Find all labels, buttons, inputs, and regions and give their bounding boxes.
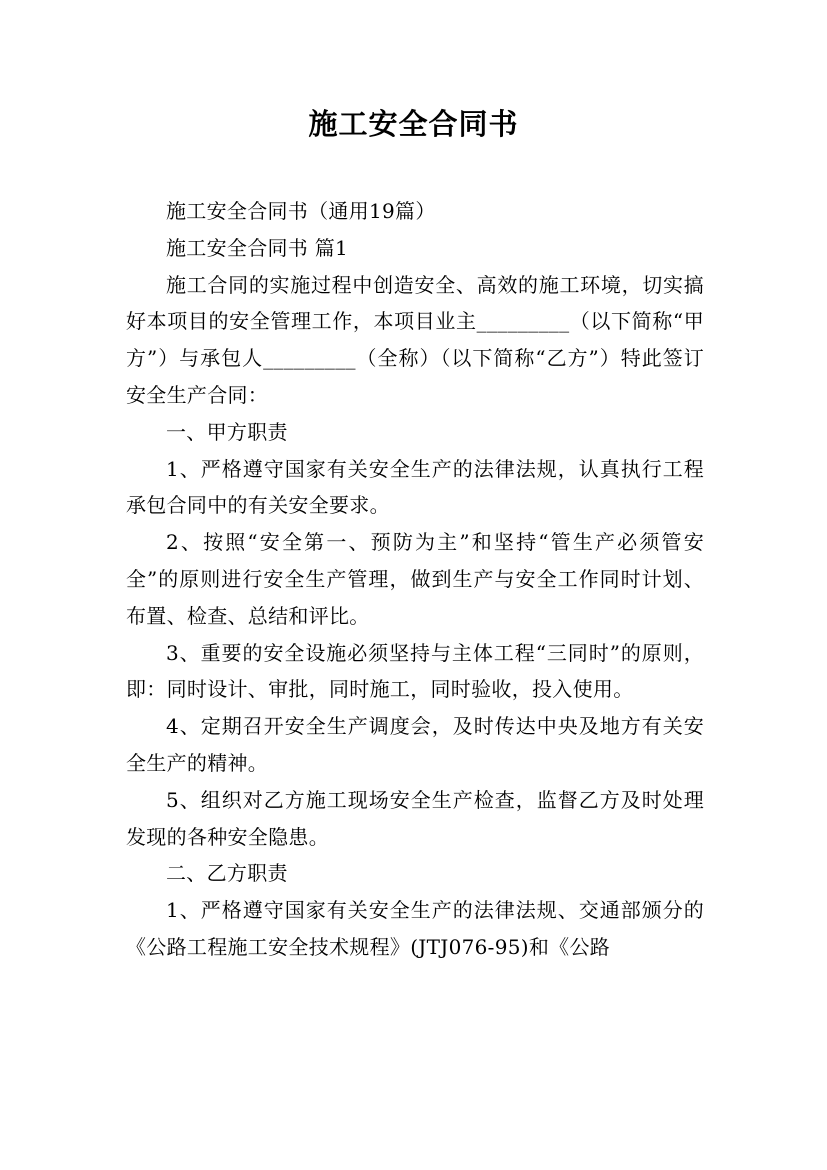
party-a-item-1: 1、严格遵守国家有关安全生产的法律法规，认真执行工程承包合同中的有关安全要求。 [126, 456, 704, 518]
intro-paragraph: 施工合同的实施过程中创造安全、高效的施工环境，切实搞好本项目的安全管理工作，本项目业主_________（以下简称“甲方”）与承包人_________（全称）（以下简称“乙方”）特此签订安全生产合同： [126, 272, 704, 407]
party-a-heading: 一、甲方职责 [166, 419, 288, 444]
subtitle-paragraph: 施工安全合同书（通用19篇） [166, 199, 436, 223]
party-a-item-2: 2、按照“安全第一、预防为主”和坚持“管生产必须管安全”的原则进行安全生产管理，做到生产与安全工作同时计划、布置、检查、总结和评比。 [126, 530, 704, 628]
section-heading: 施工安全合同书 篇1 [166, 235, 349, 260]
party-a-item-3: 3、重要的安全设施必须坚持与主体工程“三同时”的原则，即：同时设计、审批，同时施工，同时验收，投入使用。 [126, 640, 704, 702]
party-b-item-1: 1、严格遵守国家有关安全生产的法律法规、交通部颁分的《公路工程施工安全技术规程》(JTJ076-95)和《公路 [126, 898, 704, 959]
party-a-item-5: 5、组织对乙方施工现场安全生产检查，监督乙方及时处理发现的各种安全隐患。 [126, 787, 704, 849]
document-body [126, 193, 704, 966]
document-title: 施工安全合同书 [308, 107, 519, 141]
party-b-heading: 二、乙方职责 [166, 861, 288, 886]
party-a-item-4: 4、定期召开安全生产调度会，及时传达中央及地方有关安全生产的精神。 [126, 714, 704, 775]
